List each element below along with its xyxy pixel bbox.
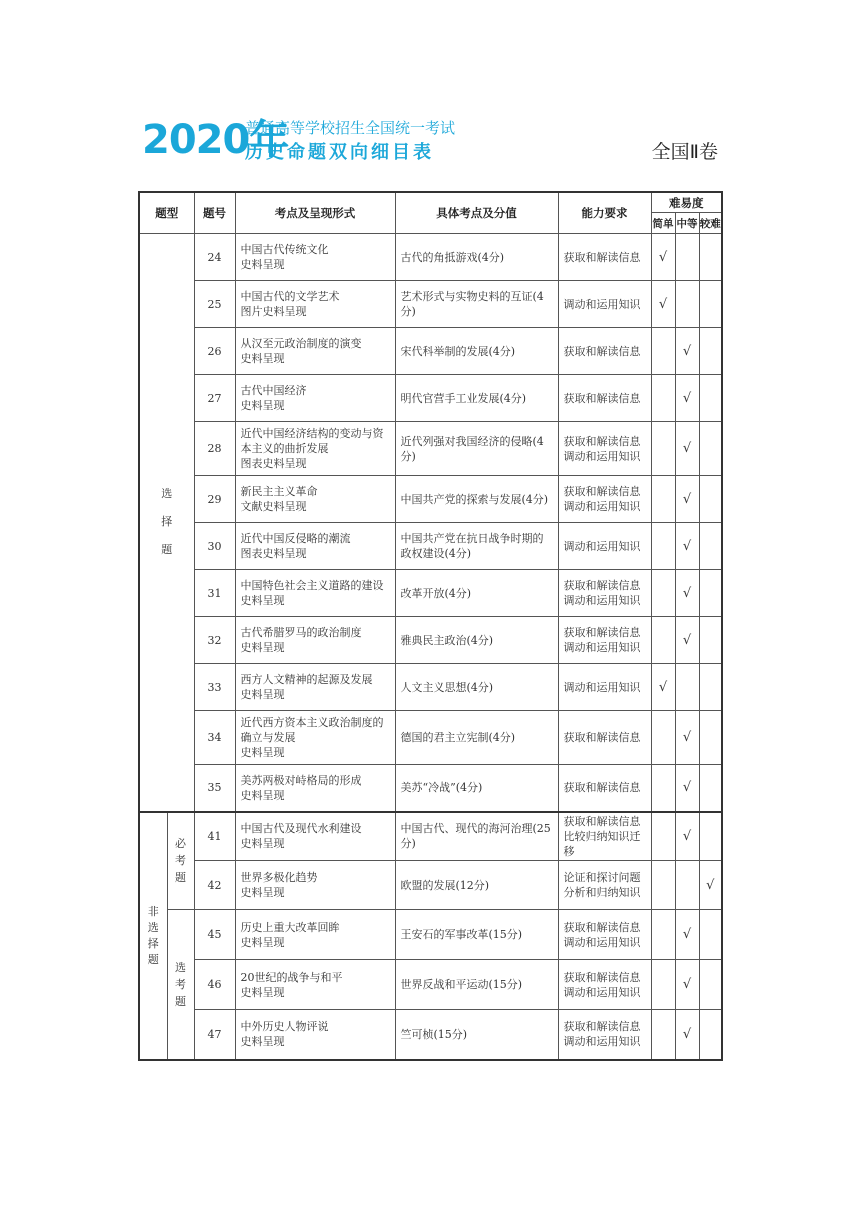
check-mark-icon: √ [682, 730, 692, 745]
cell-line: 史料呈现 [240, 837, 285, 851]
cell-line: 本主义的曲折发展 [240, 442, 329, 455]
ability-cell [558, 570, 651, 617]
difficulty-easy-cell [651, 328, 675, 375]
difficulty-easy-cell [651, 617, 675, 664]
ability-cell [558, 476, 651, 523]
cell-line: 政权建设(4分) [400, 547, 472, 560]
detail-cell [395, 711, 558, 765]
table-row [139, 476, 722, 523]
cell-line: 调动和运用知识 [563, 641, 641, 654]
cell-line: 中国共产党的探索与发展(4分) [400, 492, 549, 506]
difficulty-hard-cell [699, 861, 722, 910]
table-row [139, 617, 722, 664]
check-mark-icon: √ [682, 343, 692, 359]
cell-line: 史料呈现 [240, 352, 285, 365]
cell-line: 竺可桢(15分) [400, 1027, 468, 1041]
header-ability: 能力要求 [558, 192, 651, 234]
ability-cell [558, 960, 651, 1010]
cell-line: 确立与发展 [240, 731, 296, 744]
vertical-char: 题 [175, 871, 186, 885]
cell-line: 获取和解读信息 [563, 250, 641, 264]
difficulty-medium-cell [675, 960, 699, 1010]
cell-line: 人文主义思想(4分) [400, 680, 494, 694]
difficulty-medium-cell [675, 812, 699, 861]
topic-cell [235, 328, 395, 375]
difficulty-hard-cell [699, 664, 722, 711]
cell-line: 艺术形式与实物史料的互证(4分) [400, 290, 544, 318]
table-row [139, 234, 722, 281]
table-row [139, 1010, 722, 1060]
ability-cell [558, 234, 651, 281]
topic-cell [235, 1010, 395, 1060]
cell-line: 中国古代的文学艺术 [240, 290, 340, 303]
paper-label: 全国Ⅱ卷 [651, 141, 718, 163]
cell-line: 世界反战和平运动(15分) [400, 978, 523, 991]
header-type: 题型 [139, 192, 194, 234]
difficulty-easy-cell [651, 422, 675, 476]
cell-line: 调动和运用知识 [563, 297, 641, 311]
topic-cell [235, 523, 395, 570]
question-number: 26 [194, 328, 235, 375]
difficulty-hard-cell [699, 375, 722, 422]
check-mark-icon: √ [658, 679, 668, 695]
ability-cell [558, 812, 651, 861]
ability-cell [558, 422, 651, 476]
detail-cell [395, 476, 558, 523]
cell-line: 史料呈现 [240, 1035, 285, 1049]
difficulty-easy-cell [651, 1010, 675, 1060]
detail-cell [395, 664, 558, 711]
difficulty-easy-cell [651, 812, 675, 861]
topic-cell [235, 281, 395, 328]
difficulty-medium-cell [675, 861, 699, 910]
cell-line: 中外历史人物评说 [240, 1020, 329, 1034]
question-number: 41 [194, 812, 235, 861]
question-number: 45 [194, 910, 235, 960]
vertical-char: 题 [147, 952, 159, 966]
cell-line: 中国古代传统文化 [240, 243, 329, 256]
cell-line: 调动和运用知识 [563, 1035, 641, 1049]
cell-line: 调动和运用知识 [563, 449, 641, 463]
cell-line: 图表史料呈现 [240, 547, 307, 560]
difficulty-hard-cell [699, 281, 722, 328]
question-number: 34 [194, 711, 235, 765]
topic-cell [235, 812, 395, 861]
vertical-char: 选 [175, 960, 186, 974]
topic-cell [235, 570, 395, 617]
table-row [139, 328, 722, 375]
detail-cell [395, 960, 558, 1010]
table-row [139, 861, 722, 910]
question-number: 31 [194, 570, 235, 617]
cell-line: 中国古代、现代的海河治理(25分) [400, 822, 551, 851]
cell-line: 史料呈现 [240, 886, 285, 899]
cell-line: 古代希腊罗马的政治制度 [240, 626, 362, 639]
difficulty-medium-cell [675, 711, 699, 765]
question-number: 25 [194, 281, 235, 328]
check-mark-icon: √ [682, 1026, 692, 1042]
question-number: 30 [194, 523, 235, 570]
difficulty-medium-cell [675, 422, 699, 476]
topic-cell [235, 617, 395, 664]
vertical-char: 题 [161, 543, 173, 557]
difficulty-easy-cell [651, 765, 675, 812]
detail-cell [395, 422, 558, 476]
cell-line: 获取和解读信息 [563, 731, 641, 744]
cell-line: 欧盟的发展(12分) [400, 878, 490, 892]
table-row [139, 711, 722, 765]
cell-line: 调动和运用知识 [563, 594, 641, 607]
ability-cell [558, 328, 651, 375]
vertical-char: 择 [161, 515, 173, 529]
difficulty-medium-cell [675, 234, 699, 281]
exam-year: 2020年 [142, 117, 289, 163]
cell-line: 论证和探讨问题 [563, 871, 641, 884]
difficulty-easy-cell [651, 960, 675, 1010]
page-header [142, 112, 722, 172]
cell-line: 调动和运用知识 [563, 985, 641, 999]
cell-line: 获取和解读信息 [563, 434, 641, 448]
check-mark-icon: √ [658, 296, 668, 312]
difficulty-medium-cell [675, 765, 699, 812]
check-mark-icon: √ [706, 877, 715, 893]
difficulty-easy-cell [651, 711, 675, 765]
cell-line: 史料呈现 [240, 594, 285, 607]
difficulty-easy-cell [651, 523, 675, 570]
type-nonchoice-cell [139, 812, 167, 1060]
table-row [139, 765, 722, 812]
cell-line: 雅典民主政治(4分) [400, 633, 494, 647]
detail-cell [395, 570, 558, 617]
cell-line: 获取和解读信息 [563, 344, 641, 358]
ability-cell [558, 861, 651, 910]
cell-line: 史料呈现 [240, 258, 285, 271]
cell-line: 20世纪的战争与和平 [240, 970, 343, 984]
cell-line: 明代官营手工业发展(4分) [400, 391, 527, 405]
table-body [139, 234, 722, 1060]
topic-cell [235, 711, 395, 765]
check-mark-icon: √ [682, 441, 692, 456]
difficulty-medium-cell [675, 1010, 699, 1060]
detail-cell [395, 375, 558, 422]
question-number: 29 [194, 476, 235, 523]
difficulty-hard-cell [699, 910, 722, 960]
vertical-char: 题 [175, 994, 186, 1008]
cell-line: 近代中国反侵略的潮流 [240, 532, 351, 545]
check-mark-icon: √ [682, 585, 692, 601]
detail-cell [395, 1010, 558, 1060]
table-row [139, 960, 722, 1010]
detail-cell [395, 617, 558, 664]
cell-line: 调动和运用知识 [563, 680, 641, 694]
ability-cell [558, 1010, 651, 1060]
difficulty-hard-cell [699, 960, 722, 1010]
table-row [139, 664, 722, 711]
check-mark-icon: √ [682, 780, 692, 796]
detail-cell [395, 910, 558, 960]
table-row [139, 375, 722, 422]
question-number: 46 [194, 960, 235, 1010]
cell-line: 史料呈现 [240, 935, 285, 949]
difficulty-hard-cell [699, 422, 722, 476]
vertical-char: 考 [175, 977, 186, 991]
cell-line: 历史上重大改革回眸 [240, 920, 340, 934]
topic-cell [235, 476, 395, 523]
ability-cell [558, 523, 651, 570]
type-choice-cell [139, 234, 194, 812]
vertical-char: 考 [175, 854, 186, 868]
cell-line: 史料呈现 [240, 641, 285, 654]
difficulty-medium-cell [675, 617, 699, 664]
cell-line: 史料呈现 [240, 688, 285, 701]
vertical-char: 必 [175, 837, 186, 851]
difficulty-easy-cell [651, 570, 675, 617]
cell-line: 图表史料呈现 [240, 457, 307, 470]
vertical-char: 非 [147, 904, 159, 918]
header-number: 题号 [194, 192, 235, 234]
topic-cell [235, 375, 395, 422]
difficulty-medium-cell [675, 570, 699, 617]
header-detail: 具体考点及分值 [395, 192, 558, 234]
cell-line: 德国的君主立宪制(4分) [400, 731, 516, 744]
check-mark-icon: √ [682, 927, 692, 942]
cell-line: 获取和解读信息 [563, 485, 641, 498]
table-row [139, 281, 722, 328]
question-number: 24 [194, 234, 235, 281]
difficulty-medium-cell [675, 328, 699, 375]
header-topic: 考点及呈现形式 [235, 192, 395, 234]
cell-line: 中国特色社会主义道路的建设 [240, 579, 384, 592]
check-mark-icon: √ [682, 977, 692, 992]
cell-line: 美苏“冷战”(4分) [400, 781, 483, 795]
cell-line: 新民主主义革命 [240, 485, 318, 498]
cell-line: 从汉至元政治制度的演变 [240, 337, 362, 350]
difficulty-hard-cell [699, 711, 722, 765]
table-row [139, 422, 722, 476]
difficulty-easy-cell [651, 281, 675, 328]
cell-line: 获取和解读信息 [563, 579, 641, 592]
check-mark-icon: √ [682, 390, 692, 406]
difficulty-hard-cell [699, 234, 722, 281]
topic-cell [235, 910, 395, 960]
cell-line: 获取和解读信息 [563, 1020, 641, 1034]
cell-line: 文献史料呈现 [240, 500, 307, 513]
cell-line: 西方人文精神的起源及发展 [240, 673, 373, 686]
difficulty-easy-cell [651, 476, 675, 523]
vertical-char: 选 [147, 920, 159, 934]
detail-cell [395, 765, 558, 812]
cell-line: 中国共产党在抗日战争时期的 [400, 532, 544, 545]
difficulty-hard-cell [699, 328, 722, 375]
cell-line: 近代列强对我国经济的侵略(4分) [400, 434, 544, 463]
ability-cell [558, 765, 651, 812]
difficulty-medium-cell [675, 664, 699, 711]
vertical-char: 选 [161, 487, 173, 501]
difficulty-medium-cell [675, 375, 699, 422]
cell-line: 分析和归纳知识 [563, 886, 641, 899]
difficulty-hard-cell [699, 1010, 722, 1060]
difficulty-hard-cell [699, 476, 722, 523]
sub-optional-cell [167, 910, 194, 1060]
cell-line: 调动和运用知识 [563, 500, 641, 513]
table-row [139, 812, 722, 861]
detail-cell [395, 523, 558, 570]
header-easy: 简单 [651, 213, 675, 234]
cell-line: 史料呈现 [240, 746, 285, 759]
detail-cell [395, 812, 558, 861]
detail-cell [395, 234, 558, 281]
ability-cell [558, 664, 651, 711]
difficulty-easy-cell [651, 910, 675, 960]
cell-line: 获取和解读信息 [563, 391, 641, 405]
cell-line: 调动和运用知识 [563, 935, 641, 949]
cell-line: 近代中国经济结构的变动与资 [240, 427, 384, 440]
cell-line: 改革开放(4分) [400, 586, 472, 600]
cell-line: 史料呈现 [240, 788, 285, 802]
cell-line: 美苏两极对峙格局的形成 [240, 773, 362, 787]
specification-table [138, 191, 723, 1061]
check-mark-icon: √ [682, 828, 692, 844]
question-number: 42 [194, 861, 235, 910]
detail-cell [395, 328, 558, 375]
topic-cell [235, 960, 395, 1010]
difficulty-hard-cell [699, 523, 722, 570]
difficulty-easy-cell [651, 375, 675, 422]
difficulty-hard-cell [699, 812, 722, 861]
check-mark-icon: √ [682, 538, 692, 554]
difficulty-medium-cell [675, 476, 699, 523]
cell-line: 王安石的军事改革(15分) [400, 928, 523, 941]
cell-line: 近代西方资本主义政治制度的 [240, 716, 384, 729]
check-mark-icon: √ [682, 491, 692, 507]
table-row [139, 570, 722, 617]
ability-cell [558, 910, 651, 960]
difficulty-medium-cell [675, 523, 699, 570]
sub-required-cell [167, 812, 194, 910]
cell-line: 获取和解读信息 [563, 920, 641, 934]
cell-line: 获取和解读信息 [563, 814, 641, 828]
difficulty-easy-cell [651, 664, 675, 711]
header-difficulty: 难易度 [651, 192, 722, 213]
detail-cell [395, 861, 558, 910]
question-number: 35 [194, 765, 235, 812]
question-number: 33 [194, 664, 235, 711]
table-row [139, 523, 722, 570]
question-number: 28 [194, 422, 235, 476]
question-number: 47 [194, 1010, 235, 1060]
ability-cell [558, 711, 651, 765]
check-mark-icon: √ [658, 249, 668, 265]
question-number: 32 [194, 617, 235, 664]
difficulty-easy-cell [651, 234, 675, 281]
topic-cell [235, 234, 395, 281]
cell-line: 图片史料呈现 [240, 305, 307, 318]
cell-line: 获取和解读信息 [563, 781, 641, 795]
question-number: 27 [194, 375, 235, 422]
cell-line: 古代的角抵游戏(4分) [400, 250, 505, 264]
check-mark-icon: √ [682, 632, 692, 648]
topic-cell [235, 861, 395, 910]
cell-line: 宋代科举制的发展(4分) [400, 344, 516, 358]
difficulty-medium-cell [675, 281, 699, 328]
detail-cell [395, 281, 558, 328]
cell-line: 史料呈现 [240, 399, 285, 412]
cell-line: 古代中国经济 [240, 384, 307, 397]
topic-cell [235, 664, 395, 711]
cell-line: 史料呈现 [240, 985, 285, 999]
difficulty-hard-cell [699, 617, 722, 664]
cell-line: 获取和解读信息 [563, 970, 641, 984]
ability-cell [558, 281, 651, 328]
cell-line: 世界多极化趋势 [240, 871, 318, 884]
cell-line: 中国古代及现代水利建设 [240, 822, 362, 836]
exam-title: 普通高等学校招生全国统一考试 [245, 119, 456, 137]
difficulty-easy-cell [651, 861, 675, 910]
topic-cell [235, 422, 395, 476]
topic-cell [235, 765, 395, 812]
cell-line: 获取和解读信息 [563, 626, 641, 639]
difficulty-medium-cell [675, 910, 699, 960]
difficulty-hard-cell [699, 570, 722, 617]
ability-cell [558, 617, 651, 664]
header-hard: 较难 [699, 213, 722, 234]
ability-cell [558, 375, 651, 422]
difficulty-hard-cell [699, 765, 722, 812]
header-medium: 中等 [675, 213, 699, 234]
vertical-char: 择 [147, 936, 159, 950]
cell-line: 比较归纳知识迁移 [563, 829, 641, 858]
table-title: 历史命题双向细目表 [245, 142, 434, 163]
table-row [139, 910, 722, 960]
cell-line: 调动和运用知识 [563, 539, 641, 553]
